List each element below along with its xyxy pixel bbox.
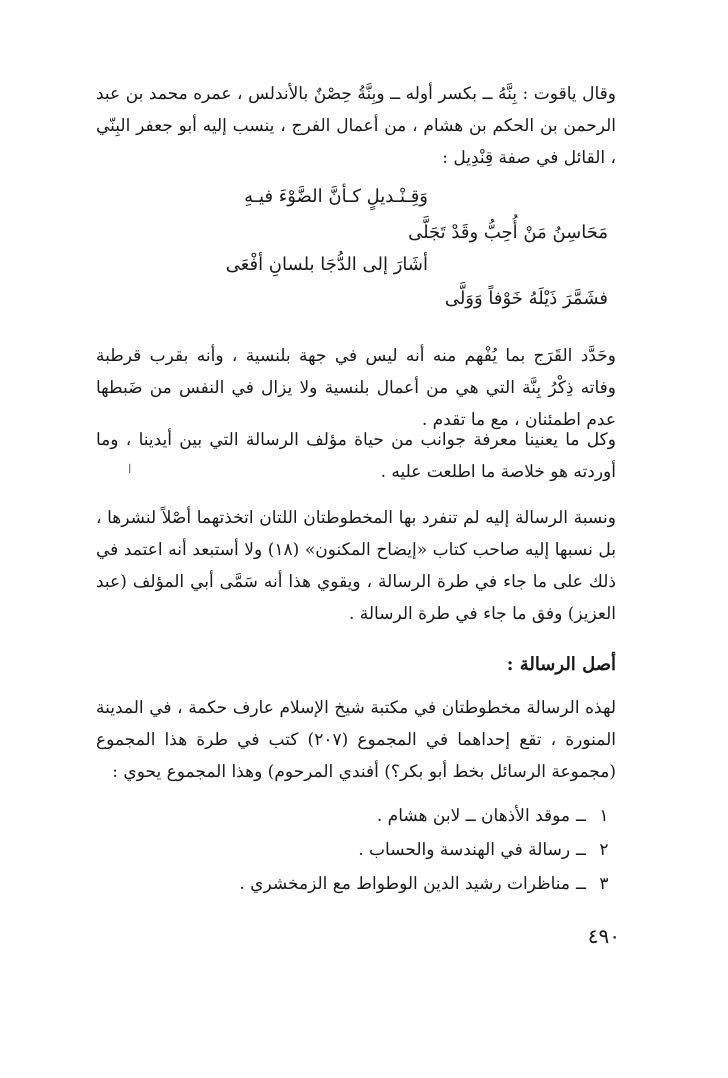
list-item [239,874,616,894]
margin-mark: ا [128,462,132,476]
paragraph-text: وقال ياقوت : بِنَّهُ ــ بكسر أوله ــ وبِنَّةُ حِصْنٌ بالأندلس ، عمره محمد بن عبد الرحمن بن الحكم بن هشام ، من أعمال الفرج ، ينسب إليه أبو جعفر البِنّي ، القائل في صفة قِنْدِيل : [96,84,616,168]
list-item-number: ١ [599,806,609,826]
page-number: ٤٩٠ [587,924,620,948]
verse-line-4: فشَمَّرَ ذَيْلَهُ خَوْفاً وَوَلَّى [444,288,608,309]
list-item-number: ٢ [599,840,609,860]
paragraph-text: وكل ما يعنينا معرفة جوانب من حياة مؤلف الرسالة التي بين أيدينا ، وما أوردته هو خلاصة ما اطلعت عليه . [96,430,616,482]
list-item-text: موقد الأذهان ــ لابن هشام . [376,806,571,826]
section-heading: أصل الرسالة : [506,654,616,675]
list-item-text: مناظرات رشيد الدين الوطواط مع الزمخشري . [239,874,571,894]
verse-line-3: أشَارَ إلى الدُّجَا بلسانِ أفْعَى [225,254,428,275]
list-item-text: رسالة في الهندسة والحساب . [358,840,571,860]
list-item-dash: ــ [576,874,586,894]
paragraph-text: وحَدَّد القَرَج بما يُفْهم منه أنه ليس في جهة بلنسية ، وأنه بقرب قرطبة وفاته ذِكْرُ بِنَّة التي هي من أعمال بلنسية ولا يزال في النفس من ضَبطها عدم اطمئنان ، مع ما تقدم . [96,346,616,430]
list-item [358,840,616,860]
verse-line-1: وَقِـنْـديلٍ كـأنَّ الضَّوْءَ فيـهِ [244,186,428,207]
list-item-dash: ــ [576,840,586,860]
paragraph-attribution [96,502,616,630]
paragraph-text: ونسبة الرسالة إليه لم تنفرد بها المخطوطتان اللتان اتخذتهما أصْلاً لنشرها ، بل نسبها إليه صاحب كتاب «إيضاح المكنون» (١٨) ولا أستبعد أنه اعتمد في ذلك على ما جاء في طرة الرسالة ، ويقوي هذا أنه سَمَّى أبي المؤلف (عبد العزيز) وفق ما جاء في طرة الرسالة . [96,508,616,624]
paragraph-location [96,340,616,436]
paragraph-author-life [96,424,616,488]
list-item-dash: ــ [576,806,586,826]
list-item-number: ٣ [599,874,609,894]
verse-line-2: مَحَاسِنُ مَنْ أُحِبُّ وقَدْ تَجَلَّى [408,222,608,243]
list-item [377,806,616,826]
paragraph-text: لهذه الرسالة مخطوطتان في مكتبة شيخ الإسلام عارف حكمة ، في المدينة المنورة ، تقع إحداهما في المجموع (٢٠٧) كتب في طرة هذا المجموع (مجموعة الرسائل بخط أبو بكر؟) أفندي المرحوم) وهذا المجموع يحوي : [96,698,616,782]
paragraph-manuscripts [96,692,616,788]
paragraph-yaqut [96,78,616,174]
